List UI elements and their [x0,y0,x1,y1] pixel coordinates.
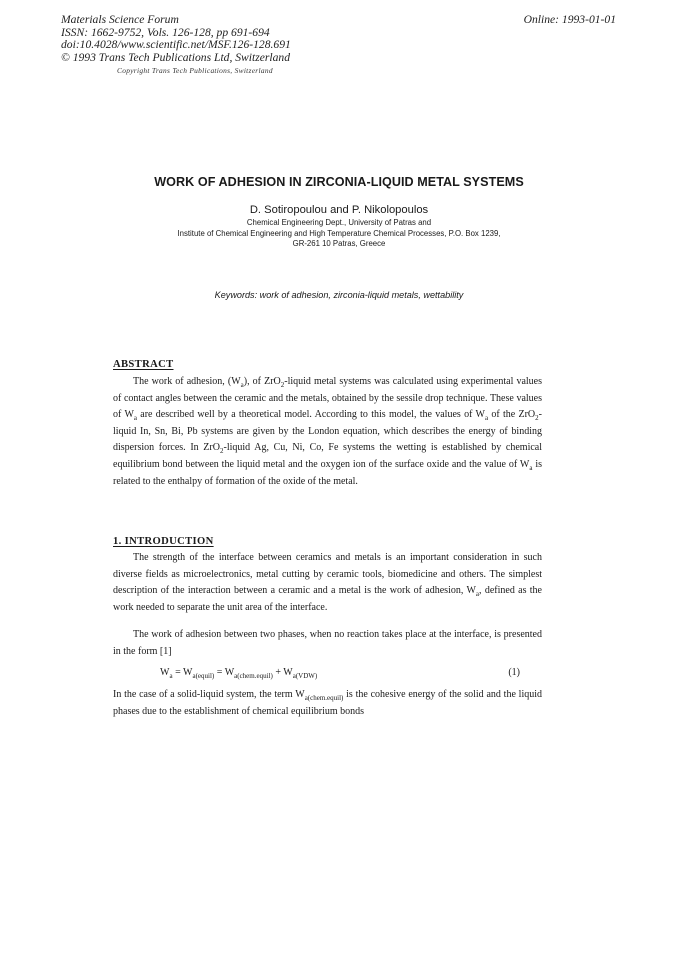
subscript: a(chem.equil) [234,672,273,680]
text-run: = W [214,667,235,678]
text-run: = W [172,667,193,678]
doi-link[interactable]: doi:10.4028/www.scientific.net/MSF.126-128.691 [61,38,291,52]
subscript: a [169,672,173,680]
subscript: a(equil) [192,672,215,680]
abstract-heading: ABSTRACT [113,359,174,370]
journal-header [61,14,291,64]
subscript: 2 [535,414,539,423]
paper-title: WORK OF ADHESION IN ZIRCONIA-LIQUID METAL SYSTEMS [154,175,524,189]
online-date: Online: 1993-01-01 [523,13,616,26]
subscript: 2 [280,381,285,389]
scanned-copyright-line: Copyright Trans Tech Publications, Switzerland [117,66,273,75]
text-run: -liquid In, Sn, Bi, Pb systems are given by the London equation, which describes the energy of binding dispersion forces. In ZrO [113,409,542,454]
subscript: a [529,463,533,472]
affiliation-line: Chemical Engineering Dept., University of Patras and [246,218,432,227]
journal-name: Materials Science Forum [61,13,179,26]
abstract-paragraph [113,374,542,490]
text-run: , defined as the work needed to separate the unit area of the interface. [113,585,542,613]
subscript: a [484,414,489,423]
introduction-paragraph [113,550,542,616]
text-run: + W [272,667,293,678]
text-run: are described well by a theoretical model. According to this model, the values of W [137,409,485,421]
keywords: Keywords: work of adhesion, zirconia-liquid metals, wettability [214,290,464,300]
introduction-paragraph [113,687,542,720]
text-run: The strength of the interface between ceramics and metals is an important consideration in such diverse fields as microelectronics, metal cutting by ceramic tools, biomedicine and others. The simplest description of the interaction between a ceramic and a metal is the work of adhesion, W [113,552,542,597]
copyright-notice: © 1993 Trans Tech Publications Ltd, Switzerland [61,50,291,64]
text-run: -liquid Ag, Cu, Ni, Co, Fe systems the wetting is established by chemical equilibrium bond between the liquid metal and the oxygen ion of the surface oxide and the value of W [113,442,543,470]
equation-expression [160,667,317,678]
issn-line: ISSN: 1662-9752, Vols. 126-128, pp 691-694 [61,25,270,39]
text-run: W [160,667,170,678]
text-run: The work of adhesion, (W [133,376,241,387]
paper-authors: D. Sotiropoulou and P. Nikolopoulos [249,204,429,216]
introduction-paragraph [113,627,542,660]
text-run: In the case of a solid-liquid system, the term W [113,689,305,700]
introduction-heading: 1. INTRODUCTION [113,536,214,547]
equation-number: (1) [508,667,520,678]
subscript: a(chem.equil) [304,694,344,702]
affiliation-line: Institute of Chemical Engineering and High Temperature Chemical Processes, P.O. Box 1239, [177,228,501,238]
text-run: is the cohesive energy of the solid and the liquid phases due to the establishment of chemical equilibrium bonds [113,689,542,717]
subscript: 2 [219,447,224,456]
text-run: is related to the enthalpy of formation of the oxide of the metal. [113,458,543,487]
subscript: a [133,414,137,423]
paragraph-text: The work of adhesion between two phases, when no reaction takes place at the interface, is presented in the form [1] [113,629,542,657]
subscript: a [240,381,244,389]
text-run: ), of ZrO [243,376,281,387]
subscript: a [475,590,480,599]
text-run: of the ZrO [488,409,536,421]
subscript: a(VDW) [292,672,318,680]
abstract-body [113,374,542,490]
text-run: -liquid metal systems was calculated using experimental values of contact angles between the ceramic and the metals, obtained by the sessile drop technique. These values of W [113,376,542,421]
affiliation-line: GR-261 10 Patras, Greece [292,239,386,248]
